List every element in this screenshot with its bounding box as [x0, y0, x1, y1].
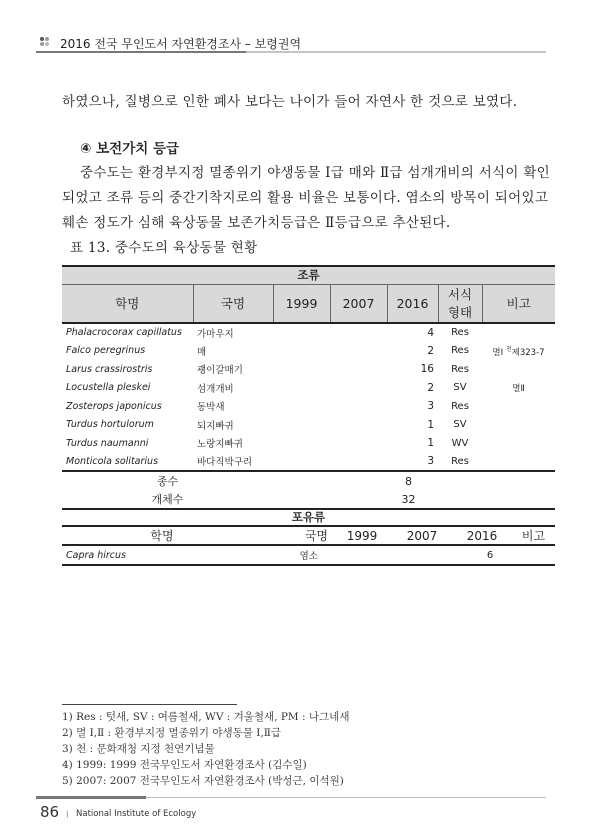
- count-2007: [330, 416, 387, 435]
- footer-rule: [36, 796, 146, 799]
- habit: Res: [451, 455, 469, 467]
- kor-name: 염소: [299, 551, 318, 562]
- note: [482, 360, 555, 379]
- kor-name: 섬개개비: [197, 383, 234, 395]
- count-2007: [330, 342, 387, 361]
- body-text: 되었고 조류 등의 중간기착지로의 활용 비율은 보통이다. 염소의 방목이 되어있고: [62, 190, 549, 206]
- body-text: 훼손 정도가 심해 육상동물 보존가치등급은 Ⅱ등급으로 추산된다.: [62, 215, 451, 231]
- note: [482, 453, 555, 472]
- count-1999: [273, 416, 330, 435]
- habit: Res: [451, 327, 469, 339]
- footnote: 5) 2007: 2007 전국무인도서 자연환경조사 (박성근, 이석원): [62, 775, 344, 787]
- count-2007: [330, 360, 387, 379]
- running-header: 2016 전국 무인도서 자연환경조사 – 보령권역: [60, 37, 302, 51]
- footnote: 3) 천 : 문화재청 지정 천연기념물: [62, 743, 215, 755]
- count-2007: [330, 379, 387, 398]
- col-kor: 국명: [193, 284, 273, 323]
- count-2016: 3: [427, 400, 434, 413]
- count-2007: [330, 397, 387, 416]
- habit: SV: [453, 382, 467, 394]
- kor-name: 바다직박구리: [197, 457, 253, 469]
- note: [482, 416, 555, 435]
- habit: Res: [451, 400, 469, 412]
- col-kor: 국명: [262, 526, 332, 545]
- count-1999: [273, 453, 330, 472]
- birds-table: [62, 265, 555, 510]
- page-number: 86: [40, 803, 60, 821]
- footnote: 1) Res : 텃새, SV : 여름철새, WV : 겨울철새, PM : 나그네새: [62, 711, 350, 723]
- count-2016: 1: [427, 418, 434, 431]
- sci-name: Turdus hortulorum: [66, 419, 154, 431]
- habit: Res: [451, 363, 469, 375]
- header-rule: [36, 51, 246, 53]
- table-row: [62, 453, 555, 472]
- sci-name: Locustella pleskei: [66, 382, 151, 394]
- col-2007: 2007: [392, 526, 452, 545]
- note: [482, 323, 555, 342]
- count-1999: [273, 397, 330, 416]
- col-sci: 학명: [62, 526, 262, 545]
- col-note: 비고: [482, 284, 555, 323]
- col-sci: 학명: [62, 284, 193, 323]
- habit: SV: [453, 419, 467, 431]
- count-1999: [273, 323, 330, 342]
- body-text: 중수도는 환경부지정 멸종위기 야생동물 Ⅰ급 매와 Ⅱ급 섬개개비의 서식이 확인: [80, 165, 550, 181]
- count-2016: 2: [427, 344, 434, 357]
- table-row: [62, 416, 555, 435]
- count-2016: 16: [420, 363, 434, 376]
- table-row: [62, 545, 555, 565]
- col-1999: 1999: [332, 526, 392, 545]
- count-2007: [330, 434, 387, 453]
- count-2007: [330, 453, 387, 472]
- count-2016: 4: [427, 326, 434, 339]
- individuals-value: 32: [401, 492, 416, 506]
- footnote: 2) 멸 Ⅰ,Ⅱ : 환경부지정 멸종위기 야생동물 Ⅰ,Ⅱ급: [62, 727, 282, 739]
- footer-separator: |: [66, 810, 69, 818]
- body-text: 하였으나, 질병으로 인한 폐사 보다는 나이가 들어 자연사 한 것으로 보였다.: [62, 94, 518, 110]
- count-2016: 6: [486, 549, 494, 561]
- footer-rule-light: [146, 797, 546, 798]
- count-2016: 1: [427, 437, 434, 450]
- kor-name: 매: [197, 346, 207, 358]
- species-label: 종수: [156, 475, 179, 488]
- col-2007: 2007: [330, 284, 387, 323]
- note: 멸Ⅰ $^천$제323-7: [492, 345, 545, 358]
- col-2016: 2016: [387, 284, 438, 323]
- col-habit: 서식 형태: [438, 284, 482, 323]
- mammals-title: 포유류: [62, 508, 555, 526]
- birds-title: 조류: [62, 266, 555, 284]
- count-2016: 2: [427, 381, 434, 394]
- sci-name: Zosterops japonicus: [66, 400, 162, 412]
- kor-name: 노랑지빠귀: [197, 439, 243, 451]
- table-caption: 표 13. 중수도의 육상동물 현황: [70, 240, 258, 256]
- section-heading: ④ 보전가치 등급: [80, 141, 180, 157]
- sci-name: Turdus naumanni: [66, 437, 149, 449]
- header-dots-icon: [40, 37, 50, 47]
- footnote: 4) 1999: 1999 전국무인도서 자연환경조사 (김수일): [62, 759, 307, 771]
- count-1999: [273, 360, 330, 379]
- count-1999: [273, 379, 330, 398]
- table-row: [62, 397, 555, 416]
- count-2007: [330, 323, 387, 342]
- mammals-table: [62, 508, 555, 566]
- footnote-rule: [62, 704, 237, 705]
- table-row: [62, 323, 555, 342]
- sci-name: Phalacrocorax capillatus: [66, 327, 182, 339]
- table-row: [62, 342, 555, 361]
- note: [482, 397, 555, 416]
- sci-name: Larus crassirostris: [66, 363, 153, 375]
- table-row: [62, 379, 555, 398]
- sci-name: Monticola solitarius: [66, 455, 159, 467]
- note: [482, 434, 555, 453]
- col-note: 비고: [512, 526, 555, 545]
- col-1999: 1999: [273, 284, 330, 323]
- kor-name: 동박새: [197, 402, 225, 414]
- col-2016: 2016: [452, 526, 512, 545]
- table-row: [62, 360, 555, 379]
- count-1999: [273, 342, 330, 361]
- sci-name: Falco peregrinus: [66, 345, 146, 357]
- individuals-label: 개체수: [151, 493, 184, 506]
- habit: Res: [451, 345, 469, 357]
- sci-name: Capra hircus: [66, 549, 126, 561]
- kor-name: 되지빠귀: [197, 420, 234, 432]
- species-value: 8: [405, 474, 412, 488]
- footer-org: National Institute of Ecology: [76, 809, 197, 819]
- note: 멸Ⅱ: [512, 383, 525, 394]
- kor-name: 괭이갈매기: [197, 365, 243, 377]
- header-rule-light: [246, 51, 546, 53]
- table-row: [62, 434, 555, 453]
- count-2016: 3: [427, 455, 434, 468]
- count-1999: [273, 434, 330, 453]
- habit: WV: [451, 437, 469, 449]
- kor-name: 가마우지: [197, 328, 234, 340]
